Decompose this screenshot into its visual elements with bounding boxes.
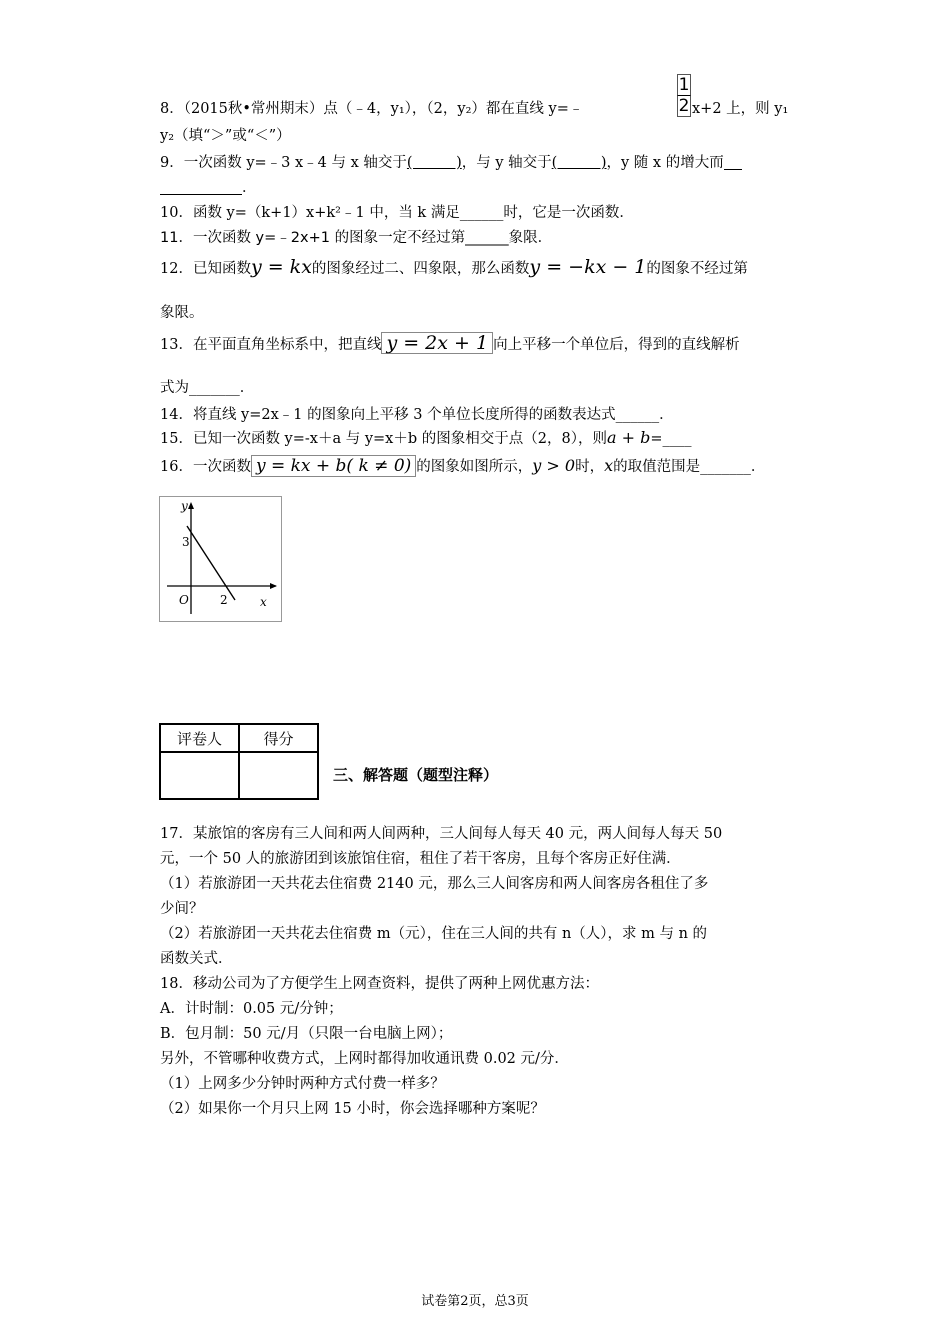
- q17-line6: 函数关式．: [160, 951, 233, 967]
- q9-line1: [160, 153, 742, 173]
- q8-line1-b: [692, 99, 788, 119]
- q8-text-b: x+2 上，则 y₁: [692, 101, 789, 117]
- q13-line2: [160, 378, 254, 398]
- q17-line1: 17．某旅馆的客房有三人间和两人间两种，三人间每人每天 40 元，两人间每人每天 50: [160, 826, 723, 842]
- q11-text: 11．一次函数 y=﹣2x+1 的图象一定不经过第______象限．: [160, 230, 553, 246]
- y-intercept-label: 3: [182, 535, 190, 549]
- q12-text-c: 的图象不经过第: [646, 261, 748, 277]
- q13-text-b: 向上平移一个单位后，得到的直线解析: [493, 337, 740, 353]
- q9-blank1: ( ): [406, 155, 462, 171]
- q9-text-line2: ．: [242, 180, 257, 196]
- q14: [160, 405, 674, 425]
- origin-label: O: [179, 593, 189, 607]
- score-cell-score: [239, 752, 318, 799]
- q18-line4: 另外，不管哪种收费方式，上网时都得加收通讯费 0.02 元/分．: [160, 1051, 569, 1067]
- q13-math-1: y = 2x + 1: [381, 332, 493, 354]
- q18-line5: （1）上网多少分钟时两种方式付费一样多？: [160, 1076, 445, 1092]
- q17-line5: （2）若旅游团一天共花去住宿费 m（元），住在三人间的共有 n（人），求 m 与 n 的: [160, 926, 708, 942]
- q9-blank3-tail: [724, 153, 742, 170]
- y-label: y: [181, 499, 188, 513]
- q15: [160, 428, 691, 449]
- x-intercept-label: 2: [220, 593, 228, 607]
- q8-text-line2: y₂（填“＞”或“＜”）: [160, 128, 291, 144]
- q8-line1: [160, 99, 583, 119]
- q9-blank2: ( ): [551, 155, 607, 171]
- q12-text-b: 的图象经过二、四象限，那么函数: [311, 261, 530, 277]
- q9-text-b: ，与 y 轴交于: [461, 155, 552, 171]
- q8-fraction: [677, 74, 691, 117]
- q16-text-c: 时，: [575, 459, 605, 475]
- q16-text-b: 的图象如图所示，: [416, 459, 533, 475]
- q16-text-a: 16．一次函数: [160, 459, 251, 475]
- x-label: x: [260, 595, 267, 609]
- q15-math: a + b: [606, 428, 651, 447]
- section-title: 三、解答题（题型注释）: [333, 766, 499, 784]
- q9-text-c: ，y 随 x 的增大而: [606, 155, 724, 171]
- q15-text-b: =____: [650, 431, 692, 447]
- q9-blank3: [160, 178, 242, 195]
- q8-line2: [160, 126, 291, 146]
- q12-text-a: 12．已知函数: [160, 261, 251, 277]
- q18-line1: 18．移动公司为了方便学生上网查资料，提供了两种上网优惠方法：: [160, 976, 599, 992]
- q12-math-1: y = kx: [250, 256, 312, 278]
- q16-text-d: 的取值范围是_______．: [613, 459, 766, 475]
- q12-line1: [160, 257, 748, 279]
- q17-line3: （1）若旅游团一天共花去住宿费 2140 元，那么三人间客房和两人间客房各租住了多: [160, 876, 709, 892]
- q13-text-a: 13．在平面直角坐标系中，把直线: [160, 337, 382, 353]
- q8-text-a: 8．（2015秋•常州期末）点（﹣4，y₁），（2，y₂）都在直线 y=﹣: [160, 101, 584, 117]
- q13-line1: [160, 332, 740, 355]
- q10-text: 10．函数 y=（k+1）x+k²﹣1 中，当 k 满足______时，它是一次函数．: [160, 205, 634, 221]
- score-header-grader: 评卷人: [160, 724, 239, 752]
- q16-math-2: y > 0: [532, 456, 576, 475]
- q16: [160, 455, 765, 477]
- q10: [160, 203, 634, 223]
- q11: [160, 228, 552, 248]
- q15-text-a: 15．已知一次函数 y=-x＋a 与 y=x＋b 的图象相交于点（2，8），则: [160, 431, 607, 447]
- q16-math-3: x: [604, 456, 614, 475]
- q9-text-a: 9．一次函数 y=﹣3 x﹣4 与 x 轴交于: [160, 155, 407, 171]
- score-header-score: 得分: [239, 724, 318, 752]
- q14-text: 14．将直线 y=2x﹣1 的图象向上平移 3 个单位长度所得的函数表达式______．: [160, 407, 674, 423]
- q18-line6: （2）如果你一个月只上网 15 小时，你会选择哪种方案呢？: [160, 1101, 545, 1117]
- q16-math-1: y = kx + b( k ≠ 0): [251, 455, 416, 477]
- q8-frac-num: 1: [678, 75, 690, 95]
- q17-line2: 元，一个 50 人的旅游团到该旅馆住宿，租住了若干客房，且每个客房正好住满．: [160, 851, 681, 867]
- q17-line4: 少间？: [160, 901, 204, 917]
- q9-line2: [160, 178, 257, 198]
- score-table: [159, 723, 319, 800]
- q12-line2: [160, 303, 204, 323]
- score-cell-grader: [160, 752, 239, 799]
- q16-graph: [159, 496, 282, 622]
- q12-math-2: y = −kx − 1: [529, 256, 647, 278]
- q13-text-line2: 式为_______．: [160, 380, 255, 396]
- q18-line2: A．计时制：0.05 元/分钟；: [160, 1001, 343, 1017]
- q12-text-line2: 象限。: [160, 305, 204, 321]
- q8-frac-den: 2: [678, 96, 690, 116]
- page-footer: 试卷第2页，总3页: [421, 1294, 529, 1309]
- q18-line3: B．包月制：50 元/月（只限一台电脑上网）；: [160, 1026, 453, 1042]
